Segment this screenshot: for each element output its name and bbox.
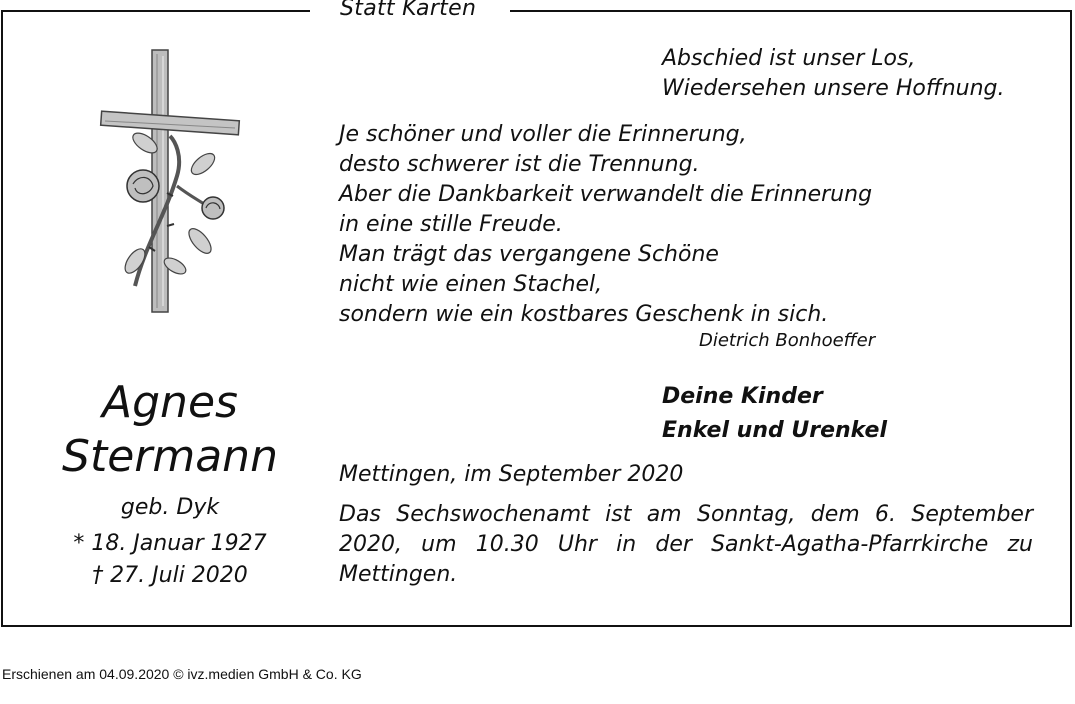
poem-line: Aber die Dankbarkeit verwandelt die Erinnerung [339,182,873,207]
family-line: Deine Kinder [662,384,823,409]
poem-line: sondern wie ein kostbares Geschenk in sich. [339,302,829,327]
poem-line: in eine stille Freude. [339,212,563,237]
place-date: Mettingen, im September 2020 [339,462,684,487]
poem-author: Dietrich Bonhoeffer [699,330,876,351]
poem-line: Man trägt das vergangene Schöne [339,242,719,267]
short-quote-line: Wiedersehen unsere Hoffnung. [662,76,1005,101]
short-quote-line: Abschied ist unser Los, [662,46,916,71]
family-line: Enkel und Urenkel [662,418,887,443]
cross-with-roses-icon [95,46,245,316]
first-name: Agnes [102,377,238,428]
header-statt-karten: Statt Karten [340,0,477,21]
deceased-info [20,376,320,592]
poem-line: desto schwerer ist die Trennung. [339,152,700,177]
born-as: geb. Dyk [120,495,220,520]
birth-date: * 18. Januar 1927 [73,531,267,556]
poem [339,120,872,330]
poem-line: Je schöner und voller die Erinnerung, [339,122,747,147]
poem-line: nicht wie einen Stachel, [339,272,603,297]
footer-credit: Erschienen am 04.09.2020 © ivz.medien GmbH & Co. KG [2,666,362,682]
short-quote [662,44,1004,104]
service-notice: Das Sechswochenamt ist am Sonntag, dem 6. September 2020, um 10.30 Uhr in der Sankt-Agatha-Pfarrkirche zu Mettingen. [339,502,1033,587]
death-date: † 27. Juli 2020 [92,563,248,588]
life-dates [20,528,320,592]
last-name: Stermann [62,431,278,482]
family-signature [662,380,887,448]
